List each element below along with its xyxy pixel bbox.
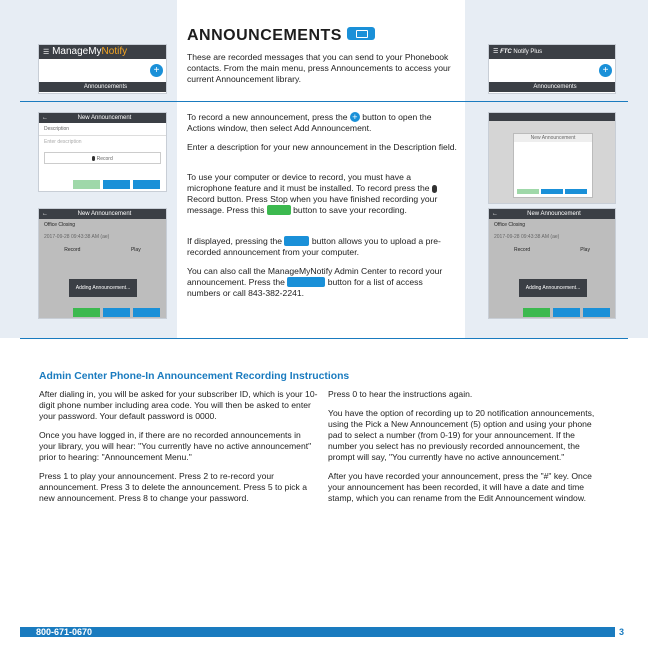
- left-para-3: Press 1 to play your announcement. Press 2 to re-record your announcement. Press 3 to delete the announcement. Press 5 to pick a new announcement. Press 8 to change your password.: [39, 471, 308, 503]
- page-number: 3: [619, 627, 625, 637]
- upload-icon: [284, 236, 309, 246]
- para-description: Enter a description for your new announcement in the Description field.: [187, 142, 457, 152]
- adding-toast: Adding Announcement...: [69, 279, 137, 297]
- adding-toast-2: Adding Announcement...: [519, 279, 587, 297]
- ftc-modal-screenshot: [488, 112, 616, 204]
- para-upload: If displayed, pressing the button allows you to upload a pre-recorded announcement from your computer.: [187, 236, 441, 257]
- right-para-3: After you have recorded your announcement, press the "#" key. Once your announcement has been recorded, it will have a date and time stamp, which you can rename from the Edit Announcement window.: [328, 471, 592, 503]
- left-para-2: Once you have logged in, if there are no recorded announcements in your library, you will hear: "You currently have no active announcement" prior to hearing: "Announcement Menu.": [39, 430, 312, 462]
- ftc-adding-screenshot: ← New Announcement Office Closing 2017-09-28 09:43:38 AM (ae) Record Play Adding Announcement...: [488, 208, 616, 319]
- left-para-1: After dialing in, you will be asked for your subscriber ID, which is your 10-digit phone number including area code. You will then be asked to enter your password. Your default password is 0000.: [39, 389, 318, 421]
- announcements-tab-2[interactable]: Announcements: [489, 82, 616, 92]
- right-para-1: Press 0 to hear the instructions again.: [328, 389, 473, 399]
- ftc-app-screenshot: ☰ FTC Notify Plus + Announcements: [488, 44, 616, 94]
- office-field: Office Closing: [44, 222, 76, 228]
- phone-icon: [287, 277, 325, 287]
- call-button[interactable]: [103, 180, 130, 189]
- announcements-tab[interactable]: Announcements: [39, 82, 167, 92]
- office-field-2: Office Closing: [494, 222, 526, 228]
- divider-top: [20, 101, 628, 102]
- page-title: ANNOUNCEMENTS: [187, 27, 375, 45]
- right-para-2: You have the option of recording up to 20 notification announcements, using the Pick a New Announcement (5) option and using your phone pad to select a number (from 0-19) for your announcement. If the number you select has no previously recorded announcement, the prompt will say, "You currently have no active announcement.": [328, 408, 595, 462]
- section-title: Admin Center Phone-In Announcement Recording Instructions: [39, 371, 350, 382]
- para-call: You can also call the ManageMyNotify Admin Center to record your announcement. Press the button for a list of access numbers or call 843-382-2241.: [187, 266, 443, 298]
- new-announcement-screenshot: [38, 112, 167, 192]
- description-label: Description: [39, 123, 166, 136]
- office-date: 2017-09-28 09:43:38 AM (ae): [44, 234, 110, 240]
- left-column: [39, 389, 319, 512]
- right-column: [328, 389, 600, 512]
- app-screenshot-main: [38, 44, 167, 94]
- new-announcement-bar: ← New Announcement: [39, 113, 166, 123]
- add-icon-2[interactable]: +: [599, 64, 612, 77]
- para-record: To record a new announcement, press the + button to open the Actions window, then select Add Announcement.: [187, 111, 432, 133]
- intro-text: These are recorded messages that you can send to your Phonebook contacts. From the main menu, press Announcements to access your current Announcement library.: [187, 52, 451, 84]
- adding-announcement-screenshot: ← New Announcement Office Closing 2017-09-28 09:43:38 AM (ae) Record Play Adding Announcement...: [38, 208, 167, 319]
- close-button[interactable]: [133, 180, 160, 189]
- menu-icon: ☰: [43, 49, 50, 56]
- divider-bottom: [20, 338, 628, 339]
- play-label[interactable]: Play: [130, 247, 141, 253]
- brand-notify: Notify: [101, 46, 128, 57]
- record-label[interactable]: Record: [64, 247, 81, 253]
- footer-bar: [20, 627, 615, 637]
- add-icon[interactable]: +: [150, 64, 163, 77]
- save-button[interactable]: [73, 180, 100, 189]
- para-microphone: To use your computer or device to record, you must have a microphone feature and it must be installed. To record press the Record button. Press Stop when you have finished recording your message. Press this button to save your recording.: [187, 172, 438, 215]
- description-input[interactable]: Enter description: [44, 139, 82, 145]
- modal-title: New Announcement: [514, 134, 592, 142]
- plus-icon: +: [350, 112, 360, 122]
- microphone-icon: [432, 185, 437, 193]
- app-header: [39, 45, 166, 59]
- action-buttons: [73, 180, 160, 189]
- menu-icon-2: ☰: [493, 49, 499, 55]
- footer-phone: 800-671-0670: [36, 627, 93, 637]
- office-date-2: 2017-09-28 09:43:38 AM (ae): [494, 234, 560, 240]
- brand-manage: ManageMy: [52, 46, 102, 57]
- announcement-icon: [347, 27, 375, 40]
- save-icon: [267, 205, 291, 215]
- record-button[interactable]: Record: [44, 152, 161, 164]
